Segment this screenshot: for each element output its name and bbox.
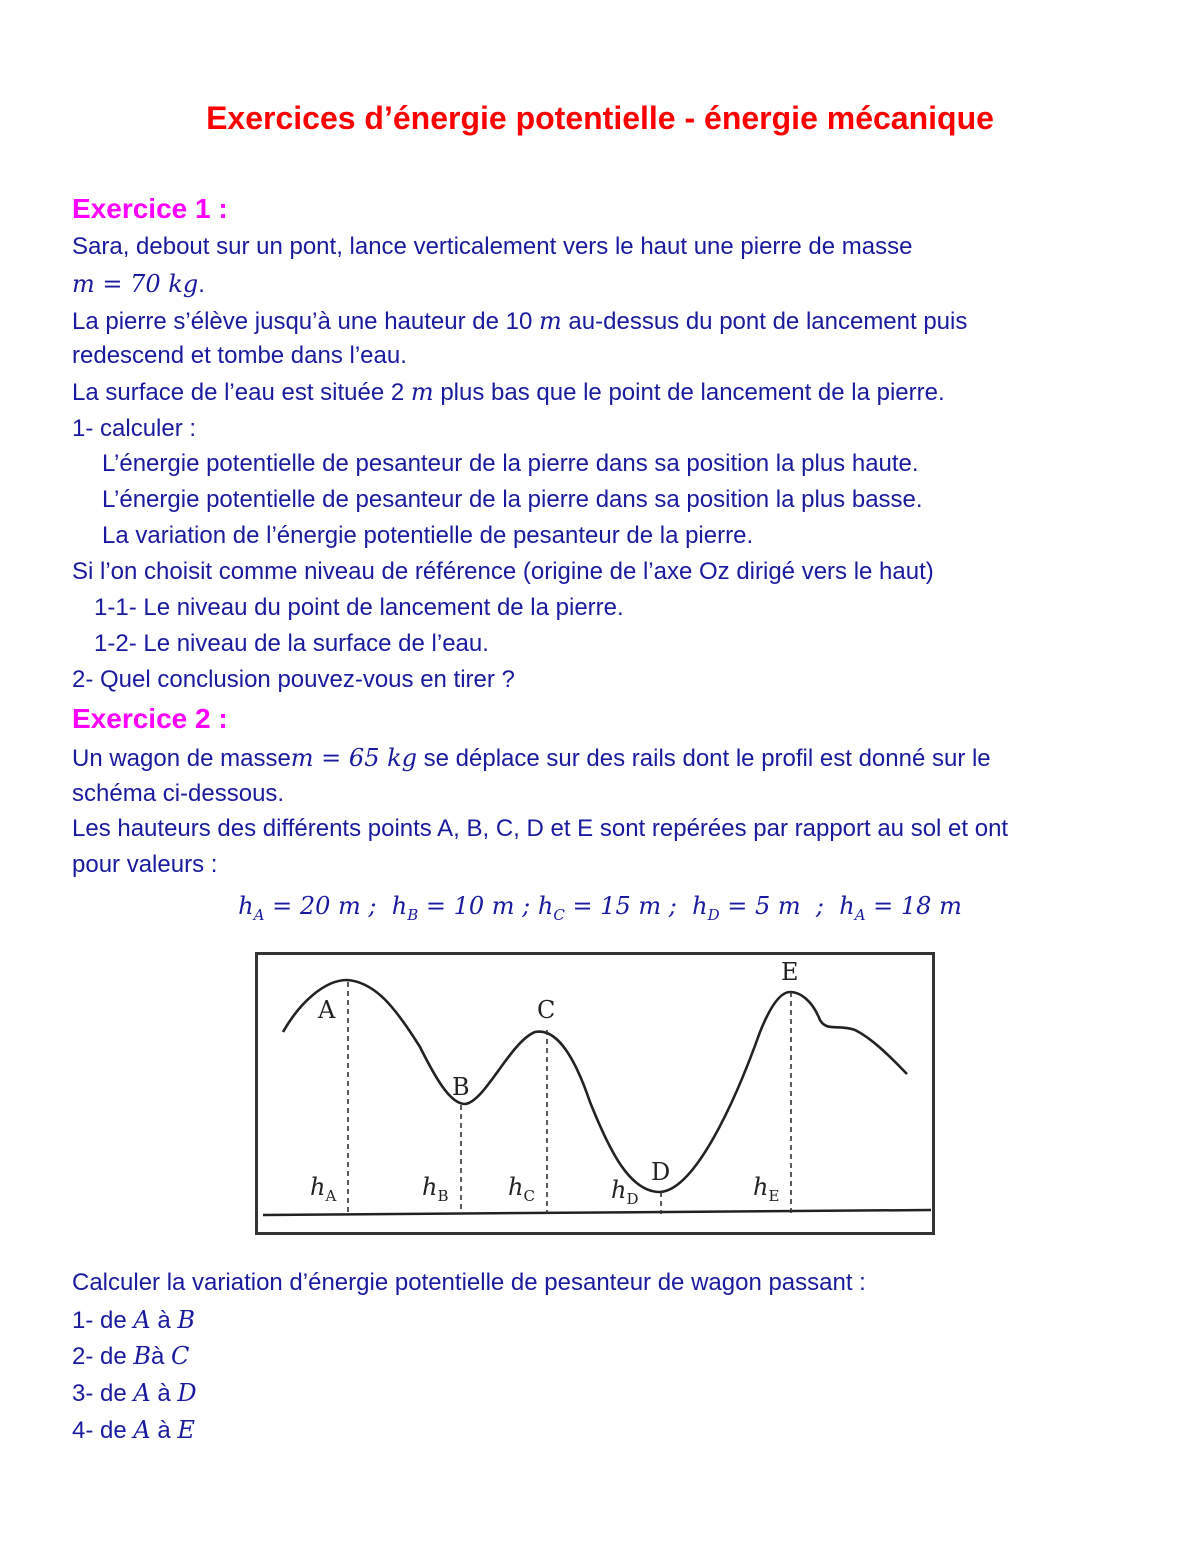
ex1-line-5-a: La surface de l’eau est située 2 (72, 379, 411, 406)
ex1-line-1: Sara, debout sur un pont, lance verticalement vers le haut une pierre de masse (72, 233, 913, 260)
rail-profile-figure (255, 952, 935, 1235)
question-sep: à (150, 1417, 178, 1444)
formula-value: = 18 m (865, 892, 962, 920)
ex1-unit-m-2: m (410, 378, 434, 406)
ex2-question-intro: Calculer la variation d’énergie potentielle de pesanteur de wagon passant : (72, 1269, 866, 1296)
formula-value: = 5 m ; (719, 892, 840, 920)
point-from: A (133, 1306, 151, 1334)
page-title: Exercices d’énergie potentielle - énergie mécanique (206, 100, 994, 136)
formula-h: h (391, 892, 408, 920)
h-letter: h (310, 1173, 326, 1201)
ex2-line-2: schéma ci-dessous. (72, 780, 285, 807)
formula-h: h (692, 892, 708, 920)
question-number: 4- de (72, 1417, 134, 1444)
question-sep: à (150, 1380, 178, 1407)
ex1-question-2: 2- Quel conclusion pouvez-vous en tirer ? (72, 666, 515, 693)
point-from: B (133, 1342, 152, 1370)
h-letter: h (753, 1173, 769, 1201)
formula-sub: D (707, 905, 720, 924)
point-from: A (133, 1416, 151, 1444)
h-sub: A (325, 1187, 337, 1205)
formula-h: h (839, 892, 855, 920)
ex2-question-4 (72, 1413, 195, 1448)
figure-frame (257, 954, 934, 1234)
formula-sub: B (407, 905, 419, 924)
formula-value: = 15 m ; (564, 892, 693, 920)
ex2-mass-formula: m = 65 kg (290, 744, 417, 772)
ex1-item-3: La variation de l’énergie potentielle de pesanteur de la pierre. (102, 522, 754, 549)
formula-sub: A (253, 905, 265, 924)
ex2-line-1-a: Un wagon de masse (72, 745, 291, 772)
ex1-line-2-end: . (198, 271, 205, 298)
question-sep: à (150, 1307, 178, 1334)
point-to: C (171, 1342, 190, 1370)
point-to: B (177, 1306, 196, 1334)
formula-sub: A (854, 905, 866, 924)
ex2-question-1 (72, 1303, 195, 1338)
ex1-line-reference: Si l’on choisit comme niveau de référence (origine de l’axe Oz dirigé vers le haut) (72, 558, 934, 585)
point-label-A: A (318, 996, 336, 1024)
ex1-line-2 (72, 267, 205, 302)
h-letter: h (611, 1176, 627, 1204)
question-number: 3- de (72, 1380, 134, 1407)
ex1-subitem-1-1: 1-1- Le niveau du point de lancement de la pierre. (94, 594, 624, 621)
point-label-D: D (651, 1158, 671, 1186)
point-from: A (133, 1379, 151, 1407)
point-label-B: B (452, 1073, 470, 1101)
exercise-2-heading: Exercice 2 : (72, 703, 228, 734)
point-to: D (177, 1379, 197, 1407)
ex1-item-1: L’énergie potentielle de pesanteur de la pierre dans sa position la plus haute. (102, 450, 919, 477)
point-to: E (177, 1416, 195, 1444)
ex2-line-3: Les hauteurs des différents points A, B, C, D et E sont repérées par rapport au sol et ont (72, 815, 1009, 842)
ex1-subitem-1-2: 1-2- Le niveau de la surface de l’eau. (94, 630, 489, 657)
ex2-line-4: pour valeurs : (72, 851, 218, 878)
ex2-question-3 (72, 1376, 197, 1411)
question-sep: à (151, 1343, 172, 1370)
ex1-mass-formula: m = 70 kg (72, 270, 199, 298)
heights-formula (0, 888, 1200, 933)
formula-value: = 10 m ; (418, 892, 538, 920)
point-label-C: C (537, 996, 556, 1024)
ex2-line-1 (72, 741, 991, 776)
formula-sub: C (553, 905, 565, 924)
ex1-line-5-b: plus bas que le point de lancement de la pierre. (433, 379, 945, 406)
h-sub: D (626, 1190, 639, 1208)
formula-h: h (537, 892, 554, 920)
h-sub: E (768, 1187, 780, 1205)
h-sub: B (437, 1187, 449, 1205)
ex2-line-1-b: se déplace sur des rails dont le profil est donné sur le (417, 745, 991, 772)
exercise-1-heading: Exercice 1 : (72, 193, 228, 224)
ex2-question-2 (72, 1339, 189, 1374)
formula-value: = 20 m ; (264, 892, 392, 920)
ex1-line-5 (72, 375, 945, 410)
rail-profile-diagram (255, 952, 935, 1235)
formula-h: h (238, 892, 254, 920)
ex1-line-4: redescend et tombe dans l’eau. (72, 342, 407, 369)
h-letter: h (508, 1173, 524, 1201)
question-number: 1- de (72, 1307, 134, 1334)
point-label-E: E (781, 958, 799, 986)
ex1-item-2: L’énergie potentielle de pesanteur de la pierre dans sa position la plus basse. (102, 486, 923, 513)
ex1-unit-m: m (539, 307, 562, 335)
ex1-line-3 (72, 304, 967, 339)
ex1-line-3-b: au-dessus du pont de lancement puis (561, 308, 968, 335)
question-number: 2- de (72, 1343, 134, 1370)
h-sub: C (523, 1187, 535, 1205)
h-letter: h (422, 1173, 438, 1201)
ex1-question-1: 1- calculer : (72, 415, 197, 442)
ex1-line-3-a: La pierre s’élève jusqu’à une hauteur de 10 (72, 308, 539, 335)
